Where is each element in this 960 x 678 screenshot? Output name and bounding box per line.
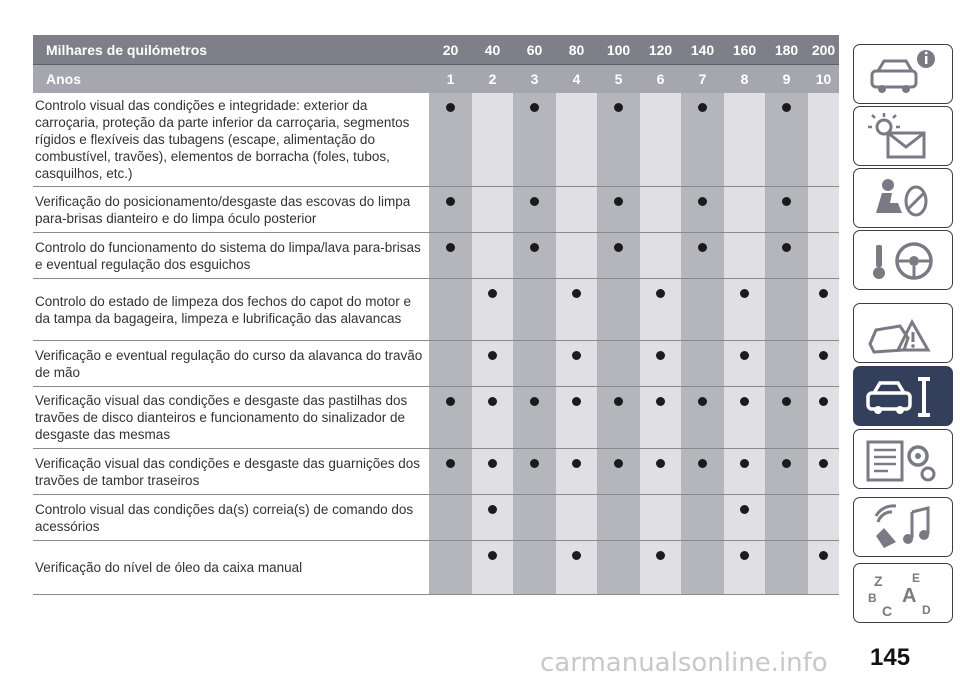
interval-cell (724, 233, 765, 279)
interval-cell (681, 341, 724, 387)
svg-text:Z: Z (874, 573, 883, 589)
header-row-km (33, 35, 839, 65)
technical-data-icon (854, 430, 952, 488)
check-dot-icon (782, 397, 791, 406)
tab-technical-data[interactable] (853, 429, 953, 489)
warning-lights-icon (854, 107, 952, 165)
interval-cell (513, 541, 556, 595)
interval-cell (681, 93, 724, 187)
row-description: Verificação visual das condições e desgaste das guarnições dos travões de tambor traseiros (33, 449, 429, 495)
interval-cell (765, 341, 808, 387)
check-dot-icon (446, 397, 455, 406)
header-row-years (33, 65, 839, 94)
interval-cell (513, 279, 556, 341)
interval-cell (472, 341, 513, 387)
key-steering-wheel-icon (854, 231, 952, 289)
check-dot-icon (572, 351, 581, 360)
car-maintenance-icon (854, 367, 952, 425)
check-dot-icon (819, 459, 828, 468)
interval-cell (765, 93, 808, 187)
svg-text:D: D (922, 603, 931, 617)
interval-cell (472, 233, 513, 279)
interval-cell (765, 495, 808, 541)
interval-cell (640, 279, 681, 341)
check-dot-icon (488, 551, 497, 560)
check-dot-icon (446, 103, 455, 112)
interval-cell (808, 449, 839, 495)
interval-cell (472, 93, 513, 187)
interval-cell (640, 187, 681, 233)
interval-cell (724, 93, 765, 187)
check-dot-icon (782, 103, 791, 112)
row-description: Verificação e eventual regulação do curso da alavanca do travão de mão (33, 341, 429, 387)
check-dot-icon (698, 459, 707, 468)
row-description: Controlo do funcionamento do sistema do limpa/lava para-brisas e eventual regulação dos esguichos (33, 233, 429, 279)
interval-cell (724, 449, 765, 495)
interval-cell (556, 233, 597, 279)
interval-cell (556, 187, 597, 233)
interval-cell (808, 93, 839, 187)
interval-cell (681, 495, 724, 541)
interval-cell (597, 449, 640, 495)
table-row (33, 495, 839, 541)
table-row (33, 449, 839, 495)
interval-cell (429, 387, 472, 449)
interval-cell (513, 341, 556, 387)
interval-cell (556, 341, 597, 387)
interval-cell (724, 187, 765, 233)
interval-cell (640, 495, 681, 541)
tab-car-maintenance[interactable] (853, 366, 953, 426)
check-dot-icon (572, 289, 581, 298)
interval-cell (681, 449, 724, 495)
tab-alphabetical-index[interactable] (853, 563, 953, 623)
header-years-label: Anos (33, 65, 429, 94)
interval-cell (681, 387, 724, 449)
check-dot-icon (572, 551, 581, 560)
interval-cell (681, 187, 724, 233)
interval-cell (472, 279, 513, 341)
header-year-9: 9 (765, 65, 808, 94)
row-description: Verificação do nível de óleo da caixa manual (33, 541, 429, 595)
interval-cell (429, 495, 472, 541)
alphabetical-index-icon (854, 564, 952, 622)
check-dot-icon (446, 243, 455, 252)
header-year-4: 4 (556, 65, 597, 94)
interval-cell (429, 279, 472, 341)
interval-cell (681, 279, 724, 341)
interval-cell (765, 387, 808, 449)
check-dot-icon (740, 505, 749, 514)
check-dot-icon (530, 243, 539, 252)
interval-cell (597, 541, 640, 595)
interval-cell (724, 279, 765, 341)
check-dot-icon (488, 397, 497, 406)
interval-cell (472, 541, 513, 595)
interval-cell (640, 387, 681, 449)
interval-cell (556, 541, 597, 595)
table-row (33, 279, 839, 341)
breakdown-car-icon (854, 304, 952, 362)
interval-cell (808, 495, 839, 541)
check-dot-icon (530, 197, 539, 206)
interval-cell (640, 341, 681, 387)
interval-cell (765, 279, 808, 341)
interval-cell (808, 233, 839, 279)
check-dot-icon (488, 289, 497, 298)
interval-cell (724, 495, 765, 541)
interval-cell (808, 341, 839, 387)
header-year-5: 5 (597, 65, 640, 94)
check-dot-icon (530, 459, 539, 468)
header-km-180: 180 (765, 35, 808, 65)
check-dot-icon (572, 397, 581, 406)
interval-cell (597, 279, 640, 341)
interval-cell (681, 541, 724, 595)
header-km-140: 140 (681, 35, 724, 65)
interval-cell (429, 541, 472, 595)
interval-cell (765, 541, 808, 595)
check-dot-icon (740, 397, 749, 406)
interval-cell (640, 93, 681, 187)
check-dot-icon (614, 197, 623, 206)
interval-cell (808, 387, 839, 449)
interval-cell (513, 187, 556, 233)
svg-text:B: B (868, 591, 877, 605)
check-dot-icon (488, 459, 497, 468)
header-km-120: 120 (640, 35, 681, 65)
tab-car-info[interactable] (853, 44, 953, 104)
header-km-200: 200 (808, 35, 839, 65)
tab-multimedia[interactable] (853, 497, 953, 557)
header-km-40: 40 (472, 35, 513, 65)
interval-cell (724, 387, 765, 449)
check-dot-icon (446, 459, 455, 468)
check-dot-icon (656, 551, 665, 560)
interval-cell (513, 449, 556, 495)
interval-cell (597, 93, 640, 187)
check-dot-icon (819, 551, 828, 560)
interval-cell (556, 93, 597, 187)
header-km-60: 60 (513, 35, 556, 65)
header-km-20: 20 (429, 35, 472, 65)
multimedia-icon (854, 498, 952, 556)
interval-cell (765, 233, 808, 279)
header-year-2: 2 (472, 65, 513, 94)
row-description: Controlo visual das condições da(s) correia(s) de comando dos acessórios (33, 495, 429, 541)
check-dot-icon (572, 459, 581, 468)
svg-text:E: E (912, 571, 921, 585)
interval-cell (429, 449, 472, 495)
interval-cell (513, 387, 556, 449)
watermark: carmanualsonline.info (540, 648, 828, 678)
check-dot-icon (656, 459, 665, 468)
check-dot-icon (488, 505, 497, 514)
header-km-100: 100 (597, 35, 640, 65)
interval-cell (513, 495, 556, 541)
interval-cell (556, 279, 597, 341)
check-dot-icon (819, 397, 828, 406)
table-row (33, 93, 839, 187)
check-dot-icon (698, 197, 707, 206)
table-row (33, 187, 839, 233)
airbag-seat-icon (854, 169, 952, 227)
interval-cell (597, 187, 640, 233)
interval-cell (556, 495, 597, 541)
interval-cell (724, 341, 765, 387)
interval-cell (640, 449, 681, 495)
check-dot-icon (614, 103, 623, 112)
interval-cell (429, 93, 472, 187)
check-dot-icon (614, 243, 623, 252)
tab-key-steering-wheel[interactable] (853, 230, 953, 290)
svg-text:C: C (882, 603, 893, 619)
header-year-1: 1 (429, 65, 472, 94)
interval-cell (724, 541, 765, 595)
car-info-icon (854, 45, 952, 103)
check-dot-icon (656, 397, 665, 406)
interval-cell (597, 495, 640, 541)
header-year-10: 10 (808, 65, 839, 94)
check-dot-icon (656, 289, 665, 298)
header-year-3: 3 (513, 65, 556, 94)
header-km-label: Milhares de quilómetros (33, 35, 429, 65)
check-dot-icon (488, 351, 497, 360)
check-dot-icon (614, 397, 623, 406)
table-row (33, 387, 839, 449)
table-row (33, 341, 839, 387)
interval-cell (472, 187, 513, 233)
interval-cell (765, 449, 808, 495)
check-dot-icon (698, 397, 707, 406)
header-year-8: 8 (724, 65, 765, 94)
interval-cell (429, 187, 472, 233)
check-dot-icon (819, 289, 828, 298)
interval-cell (808, 541, 839, 595)
check-dot-icon (819, 351, 828, 360)
check-dot-icon (782, 197, 791, 206)
check-dot-icon (698, 103, 707, 112)
interval-cell (472, 495, 513, 541)
row-description: Verificação visual das condições e desgaste das pastilhas dos travões de disco dianteiros e funcionamento do sinalizador de desgaste das mesmas (33, 387, 429, 449)
check-dot-icon (740, 551, 749, 560)
check-dot-icon (698, 243, 707, 252)
check-dot-icon (782, 459, 791, 468)
svg-text:A: A (902, 585, 917, 607)
interval-cell (556, 387, 597, 449)
table-row (33, 541, 839, 595)
interval-cell (513, 233, 556, 279)
interval-cell (472, 449, 513, 495)
tab-breakdown-car[interactable] (853, 303, 953, 363)
check-dot-icon (656, 351, 665, 360)
check-dot-icon (446, 197, 455, 206)
check-dot-icon (740, 351, 749, 360)
interval-cell (640, 233, 681, 279)
header-km-160: 160 (724, 35, 765, 65)
tab-warning-lights[interactable] (853, 106, 953, 166)
check-dot-icon (740, 289, 749, 298)
maintenance-schedule-table (33, 35, 839, 595)
interval-cell (429, 341, 472, 387)
header-year-7: 7 (681, 65, 724, 94)
check-dot-icon (614, 459, 623, 468)
interval-cell (597, 341, 640, 387)
tab-airbag-seat[interactable] (853, 168, 953, 228)
interval-cell (597, 233, 640, 279)
interval-cell (513, 93, 556, 187)
row-description: Controlo do estado de limpeza dos fechos do capot do motor e da tampa da bagageira, limpeza e lubrificação das alavancas (33, 279, 429, 341)
header-year-6: 6 (640, 65, 681, 94)
table-row (33, 233, 839, 279)
interval-cell (808, 187, 839, 233)
row-description: Verificação do posicionamento/desgaste das escovas do limpa para-brisas dianteiro e do limpa óculo posterior (33, 187, 429, 233)
interval-cell (556, 449, 597, 495)
header-km-80: 80 (556, 35, 597, 65)
interval-cell (640, 541, 681, 595)
interval-cell (808, 279, 839, 341)
row-description: Controlo visual das condições e integridade: exterior da carroçaria, proteção da parte inferior da carroçaria, segmentos rígidos e flexíveis das tubagens (escape, alimentação do combustível, travões), elementos de borracha (foles, tubos, casquilhos, etc.) (33, 93, 429, 187)
interval-cell (472, 387, 513, 449)
page-number: 145 (870, 644, 911, 671)
interval-cell (681, 233, 724, 279)
check-dot-icon (782, 243, 791, 252)
interval-cell (765, 187, 808, 233)
check-dot-icon (530, 103, 539, 112)
check-dot-icon (530, 397, 539, 406)
check-dot-icon (740, 459, 749, 468)
interval-cell (597, 387, 640, 449)
interval-cell (429, 233, 472, 279)
